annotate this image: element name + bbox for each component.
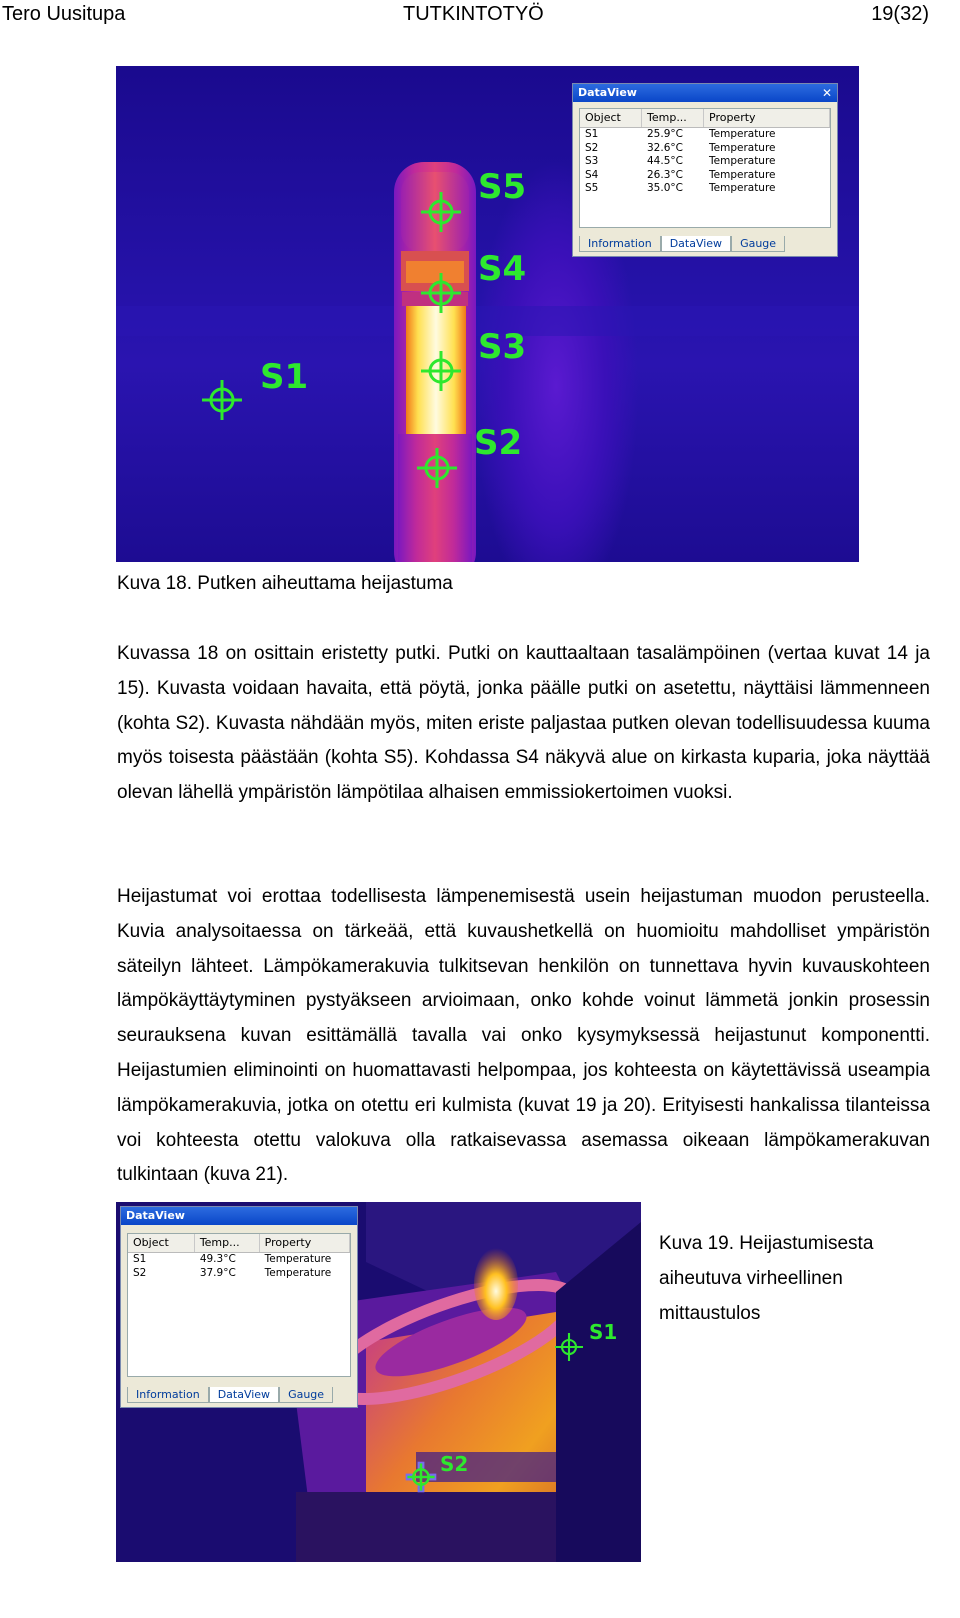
spot-s2-crosshair-icon bbox=[417, 448, 457, 488]
spot-s1-crosshair-icon bbox=[202, 380, 242, 420]
object-cell: S2 bbox=[133, 1266, 147, 1279]
figure-19-caption-line: Kuva 19. Heijastumisesta bbox=[659, 1233, 874, 1254]
figure-19-caption-line: aiheutuva virheellinen bbox=[659, 1267, 843, 1289]
paragraph-1: Kuvassa 18 on osittain eristetty putki. Putki on kauttaaltaan tasalämpöinen (vertaa kuvat 14 ja 15). Kuvasta voidaan havaita, että pöytä, jonka päälle putki on asetettu, näyttäisi lämmenneen (kohta S2). Kuvasta nähdään myös, miten eriste paljastaa putken olevan todellisuudessa kuuma myös toisesta päästään (kohta S5). Kohdassa S4 näkyvä alue on kirkasta kuparia, joka näyttää olevan lähellä ympäristön lämpötilaa alhaisen emmissiokertoimen vuoksi. bbox=[117, 643, 930, 804]
spot-label-s2: S2 bbox=[440, 1452, 469, 1476]
object-cell: S1 bbox=[585, 128, 599, 140]
object-cell: S1 bbox=[133, 1253, 147, 1265]
thermal-image-reflection bbox=[116, 1202, 641, 1562]
figure-19-caption-line: mittaustulos bbox=[659, 1302, 761, 1324]
tab-dataview[interactable]: DataView bbox=[209, 1387, 279, 1403]
column-header-temp[interactable]: Temp... bbox=[642, 109, 704, 127]
dataview-table-header bbox=[128, 1234, 350, 1253]
spot-s3-crosshair-icon bbox=[421, 351, 461, 391]
object-cell: S3 bbox=[585, 155, 599, 168]
dataview-table bbox=[127, 1233, 351, 1377]
thermal-image-pipe bbox=[116, 66, 859, 562]
close-icon[interactable]: ✕ bbox=[821, 86, 832, 100]
temp-cell: 25.9°C bbox=[647, 128, 683, 140]
temp-cell: 44.5°C bbox=[647, 155, 683, 168]
dataview-titlebar bbox=[573, 84, 837, 102]
dataview-panel bbox=[120, 1206, 358, 1408]
temp-cell: 26.3°C bbox=[647, 168, 683, 181]
figure-19-caption bbox=[659, 1227, 873, 1331]
table-row[interactable] bbox=[580, 142, 830, 156]
dataview-tabs bbox=[579, 236, 785, 252]
tab-information[interactable]: Information bbox=[127, 1387, 209, 1403]
table-row[interactable] bbox=[580, 182, 830, 196]
table-row[interactable] bbox=[128, 1267, 350, 1281]
column-header-property[interactable]: Property bbox=[260, 1234, 350, 1252]
object-cell: S5 bbox=[585, 182, 599, 195]
spot-label-s4: S4 bbox=[478, 249, 527, 289]
property-cell: Temperature bbox=[709, 182, 776, 195]
object-cell: S4 bbox=[585, 168, 599, 181]
spot-s5-crosshair-icon bbox=[421, 192, 461, 232]
spot-label-s1: S1 bbox=[589, 1320, 618, 1344]
property-cell: Temperature bbox=[264, 1266, 332, 1279]
temp-cell: 35.0°C bbox=[647, 182, 683, 195]
spot-label-s5: S5 bbox=[478, 167, 527, 207]
header-page-number: 19(32) bbox=[871, 3, 929, 25]
dataview-titlebar bbox=[121, 1207, 357, 1225]
property-cell: Temperature bbox=[709, 141, 776, 154]
spot-label-s2: S2 bbox=[474, 423, 523, 463]
column-header-object[interactable]: Object bbox=[128, 1234, 195, 1252]
spot-label-s1: S1 bbox=[260, 357, 309, 397]
table-row[interactable] bbox=[580, 155, 830, 169]
property-cell: Temperature bbox=[709, 155, 776, 168]
dataview-rows bbox=[580, 128, 830, 196]
dataview-tabs bbox=[127, 1387, 333, 1403]
table-row[interactable] bbox=[580, 169, 830, 183]
spot-s2-crosshair-icon[interactable] bbox=[404, 1460, 438, 1494]
header-title: TUTKINTOTYÖ bbox=[403, 3, 544, 25]
spot-s4-crosshair-icon bbox=[421, 273, 461, 313]
tab-information[interactable]: Information bbox=[579, 236, 661, 252]
tab-gauge[interactable]: Gauge bbox=[731, 236, 785, 252]
dataview-table-header bbox=[580, 109, 830, 128]
dataview-rows bbox=[128, 1253, 350, 1280]
tab-gauge[interactable]: Gauge bbox=[279, 1387, 333, 1403]
figure-18-caption: Kuva 18. Putken aiheuttama heijastuma bbox=[117, 573, 453, 594]
header-author: Tero Uusitupa bbox=[2, 3, 126, 25]
column-header-temp[interactable]: Temp... bbox=[195, 1234, 260, 1252]
property-cell: Temperature bbox=[264, 1253, 332, 1265]
spot-label-s3: S3 bbox=[478, 327, 527, 367]
dataview-panel bbox=[572, 83, 838, 257]
dataview-title: DataView bbox=[578, 86, 637, 99]
dataview-title: DataView bbox=[126, 1209, 185, 1222]
property-cell: Temperature bbox=[709, 128, 776, 140]
column-header-property[interactable]: Property bbox=[704, 109, 830, 127]
temp-cell: 37.9°C bbox=[199, 1266, 236, 1279]
table-row[interactable] bbox=[580, 128, 830, 142]
paragraph-2: Heijastumat voi erottaa todellisesta lämpenemisestä usein heijastuman muodon perusteella. Kuvia analysoitaessa on tärkeää, että kuvaushetkellä on huomioitu mahdolliset ympäristön säteilyn lähteet. Lämpökamerakuvia tulkitsevan henkilön on tunnettava hyvin kuvauskohteen lämpökäyttäytyminen pystyäkseen arvioimaan, onko kohde voinut lämmetä jonkin prosessin seurauksena kuvan esittämällä tavalla vai onko kysymyksessä heijastunut komponentti. Heijastumien eliminointi on huomattavasti helpompaa, jos kohteesta on käytettävissä useampia lämpökamerakuvia, jotka on otettu eri kulmista (kuvat 19 ja 20). Erityisesti hankalissa tilanteissa voi kohteesta otettu valokuva olla ratkaisevassa asemassa oikeaan lämpökamerakuvan tulkintaan (kuva 21). bbox=[117, 886, 930, 1186]
temp-cell: 49.3°C bbox=[199, 1253, 236, 1265]
object-cell: S2 bbox=[585, 141, 599, 154]
tab-dataview[interactable]: DataView bbox=[661, 236, 731, 252]
dataview-table bbox=[579, 108, 831, 228]
table-row[interactable] bbox=[128, 1253, 350, 1267]
column-header-object[interactable]: Object bbox=[580, 109, 642, 127]
temp-cell: 32.6°C bbox=[647, 141, 683, 154]
spot-s1-crosshair-icon bbox=[555, 1333, 583, 1361]
property-cell: Temperature bbox=[709, 168, 776, 181]
